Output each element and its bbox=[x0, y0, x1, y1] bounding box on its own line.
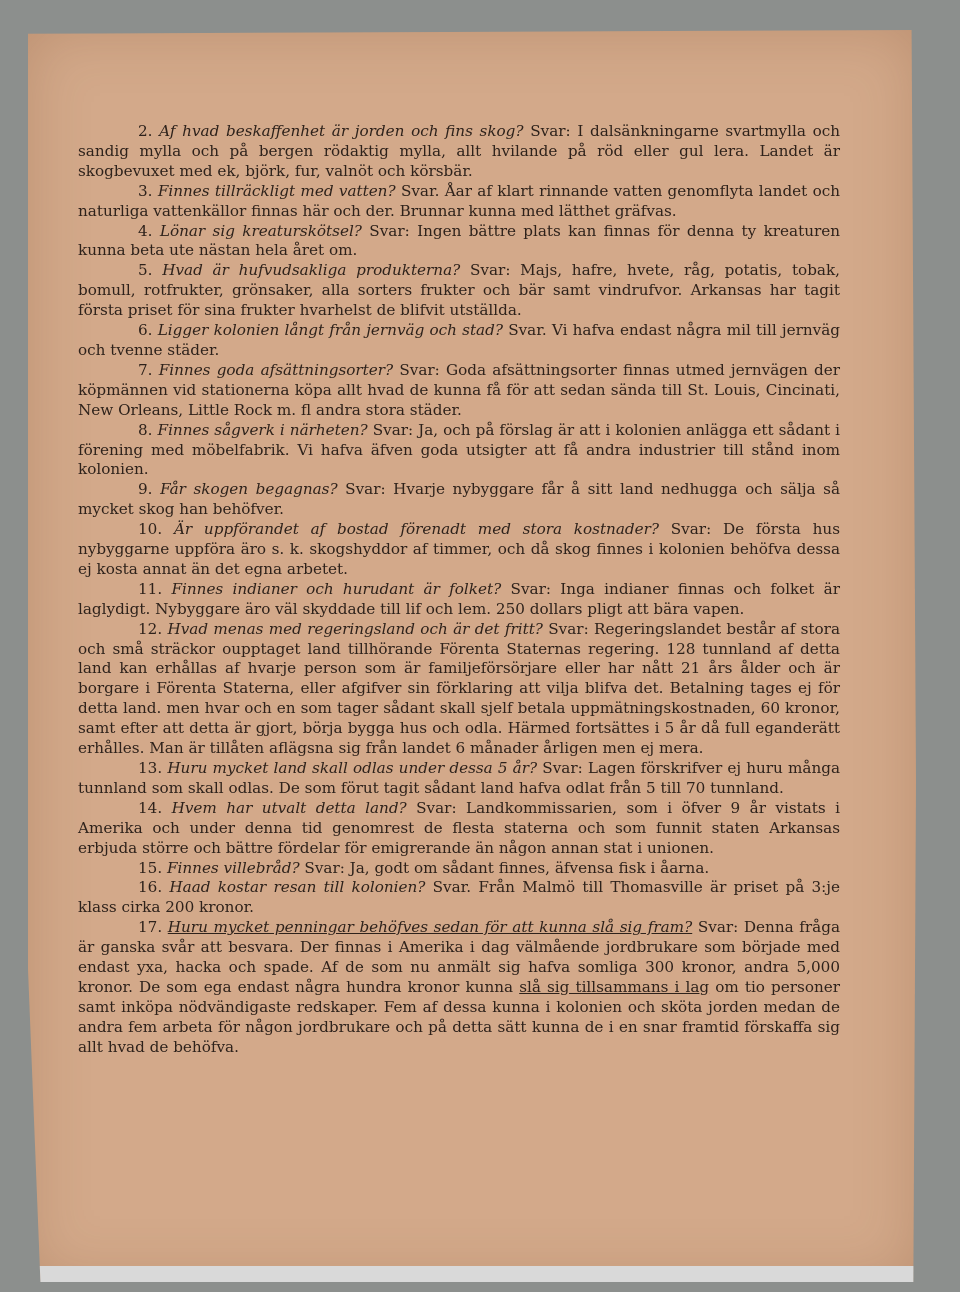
qa-item-16 bbox=[78, 878, 840, 918]
item-number: 17. bbox=[138, 918, 163, 937]
item-number: 5. bbox=[138, 261, 153, 280]
question: Huru mycket land skall odlas under dessa 5 år? bbox=[167, 759, 538, 777]
item-number: 8. bbox=[138, 420, 153, 439]
answer: Svar. Från Malmö till Thomasville är priset på 3:je klass cirka 200 kronor. bbox=[78, 878, 840, 917]
answer: Svar: Ingen bättre plats kan finnas för denna ty kreaturen kunna beta ute nästan hela året om. bbox=[78, 221, 841, 260]
answer: Svar: Inga indianer finnas och folket är laglydigt. Nybyggare äro väl skyddade till lif och lem. 250 dollars pligt att bära vapen. bbox=[78, 579, 840, 618]
item-number: 14. bbox=[138, 798, 163, 817]
item-number: 6. bbox=[138, 321, 153, 340]
question: Ligger kolonien långt från jernväg och stad? bbox=[157, 321, 503, 340]
question: Finnes sågverk i närheten? bbox=[157, 420, 368, 439]
answer: Svar: Lagen förskrifver ej huru många tunnland som skall odlas. De som förut tagit sådant land hafva odlat från 5 till 70 tunnland. bbox=[78, 759, 841, 797]
qa-item-11 bbox=[78, 580, 840, 620]
item-number: 2. bbox=[138, 122, 153, 140]
question: Finnes indianer och hurudant är folket? bbox=[171, 579, 502, 598]
qa-item-9 bbox=[78, 480, 840, 520]
qa-item-8 bbox=[78, 421, 840, 481]
item-number: 9. bbox=[138, 480, 153, 499]
question: Haad kostar resan till kolonien? bbox=[169, 878, 426, 897]
item-number: 7. bbox=[138, 360, 153, 379]
question: Finnes goda afsättningsorter? bbox=[158, 360, 394, 379]
item-number: 11. bbox=[138, 579, 163, 598]
answer: Svar: Ja, godt om sådant finnes, äfvensa fisk i åarna. bbox=[299, 858, 710, 877]
qa-item-4 bbox=[78, 222, 840, 262]
item-number: 12. bbox=[138, 619, 163, 638]
question: Lönar sig kreaturskötsel? bbox=[159, 221, 362, 240]
qa-item-3 bbox=[78, 182, 840, 222]
question: Hvad är hufvudsakliga produkterna? bbox=[162, 261, 461, 280]
answer: Svar: Denna fråga är ganska svår att besvara. Der finnas i Amerika i dag välmående jordbrukare som började med endast yxa, hacka och spade. Af de som nu anmält sig hafva somliga 300 kronor, andra 5,000 kronor. De som ega endast några hundra kronor kunna bbox=[78, 918, 840, 996]
question: Hvem har utvalt detta land? bbox=[171, 798, 407, 817]
question: Huru mycket penningar behöfves sedan för att kunna slå sig fram? bbox=[167, 918, 693, 937]
answer: Svar: Hvarje nybyggare får å sitt land nedhugga och sälja så mycket skog han behöfver. bbox=[78, 480, 840, 519]
qa-item-7 bbox=[78, 361, 840, 421]
question: Är uppförandet af bostad förenadt med stora kostnader? bbox=[173, 520, 659, 539]
question: Finnes tillräckligt med vatten? bbox=[157, 181, 396, 200]
question: Hvad menas med regeringsland och är det fritt? bbox=[167, 619, 543, 638]
question: Af hvad beskaffenhet är jorden och fins skog? bbox=[159, 122, 524, 140]
answer: Svar. Vi hafva endast några mil till jernväg och tvenne städer. bbox=[78, 321, 841, 359]
item-number: 3. bbox=[138, 181, 153, 200]
question: Finnes villebråd? bbox=[166, 858, 300, 877]
qa-item-14 bbox=[78, 799, 840, 859]
qa-item-18 bbox=[78, 918, 840, 1057]
qa-item-15 bbox=[78, 859, 840, 879]
answer: Svar: Landkommissarien, som i öfver 9 år vistats i Amerika och under denna tid genomrest de flesta staterna och som funnit staten Arkansas erbjuda större och bättre fördelar för emigrerande än någon annan stat i unionen. bbox=[78, 798, 841, 857]
item-number: 15. bbox=[138, 858, 163, 877]
answer: Svar: I dalsänkningarne svartmylla och sandig mylla och på bergen rödaktig mylla, allt hvilande på röd eller gul lera. Landet är skogbevuxet med ek, björk, fur, valnöt och körsbär. bbox=[78, 122, 840, 180]
answer: Svar: Goda afsättningsorter finnas utmed jernvägen der köpmännen vid stationerna köpa allt hvad de kunna få för att sedan sända till St. Louis, Cincinati, New Orleans, Little Rock m. fl andra stora städer. bbox=[78, 360, 840, 419]
qa-item-5 bbox=[78, 261, 840, 321]
item-number: 13. bbox=[138, 759, 163, 777]
qa-item-2 bbox=[78, 122, 840, 182]
answer: Svar: Ja, och på förslag är att i kolonien anlägga ett sådant i förening med möbelfabrik. Vi hafva äfven goda utsigter att få andra industrier till stånd inom kolonien. bbox=[78, 420, 841, 479]
qa-item-13 bbox=[78, 759, 840, 799]
answer-continued: om tio personer samt inköpa nödvändigaste redskaper. Fem af dessa kunna i kolonien och sköta jorden medan de andra fem arbeta för någon jordbrukare och på detta sätt kunna de i en snar framtid förskaffa sig allt hvad de behöfva. bbox=[78, 977, 840, 1056]
qa-item-10 bbox=[78, 520, 840, 580]
answer-underlined: slå sig tillsammans i lag bbox=[519, 977, 710, 996]
answer: Svar: Regeringslandet består af stora och små sträckor oupptaget land tillhörande Förenta Staternas regering. 128 tunnland af detta land kan erhållas af hvarje person som är familjeförsörjare eller har nått 21 års ålder och är borgare i Förenta Staterna, eller afgifver sin förklaring att vilja blifva det. Betalning tages ej för detta land. men hvar och en som tager sådant skall sjelf betala uppmätningskostnaden, 60 kronor, samt efter att detta är gjort, börja bygga hus och odla. Härmed fortsättes i 5 år då full eganderätt erhålles. Man är tillåten aflägsna sig från landet 6 månader årligen men ej mera. bbox=[78, 619, 840, 758]
answer: Svar: De första hus nybyggarne uppföra äro s. k. skogshyddor af timmer, och då skog finnes i kolonien behöfva dessa ej kosta annat än det egna arbetet. bbox=[78, 520, 840, 578]
qa-item-6 bbox=[78, 321, 840, 361]
item-number: 4. bbox=[138, 221, 153, 240]
qa-item-12 bbox=[78, 620, 840, 759]
document-body bbox=[78, 122, 840, 1058]
question: Får skogen begagnas? bbox=[160, 480, 338, 499]
answer: Svar. Åar af klart rinnande vatten genomflyta landet och naturliga vattenkällor finnas här och der. Brunnar kunna med lätthet gräfvas. bbox=[78, 181, 841, 220]
item-number: 16. bbox=[138, 878, 163, 897]
scan-strip bbox=[28, 1266, 916, 1282]
item-number: 10. bbox=[138, 520, 163, 539]
answer: Svar: Majs, hafre, hvete, råg, potatis, tobak, bomull, rotfrukter, grönsaker, alla sorters frukter och bär samt vindrufvor. Arkansas har tagit första priset för sina frukter hvarhelst de blifvit utställda. bbox=[78, 261, 841, 320]
